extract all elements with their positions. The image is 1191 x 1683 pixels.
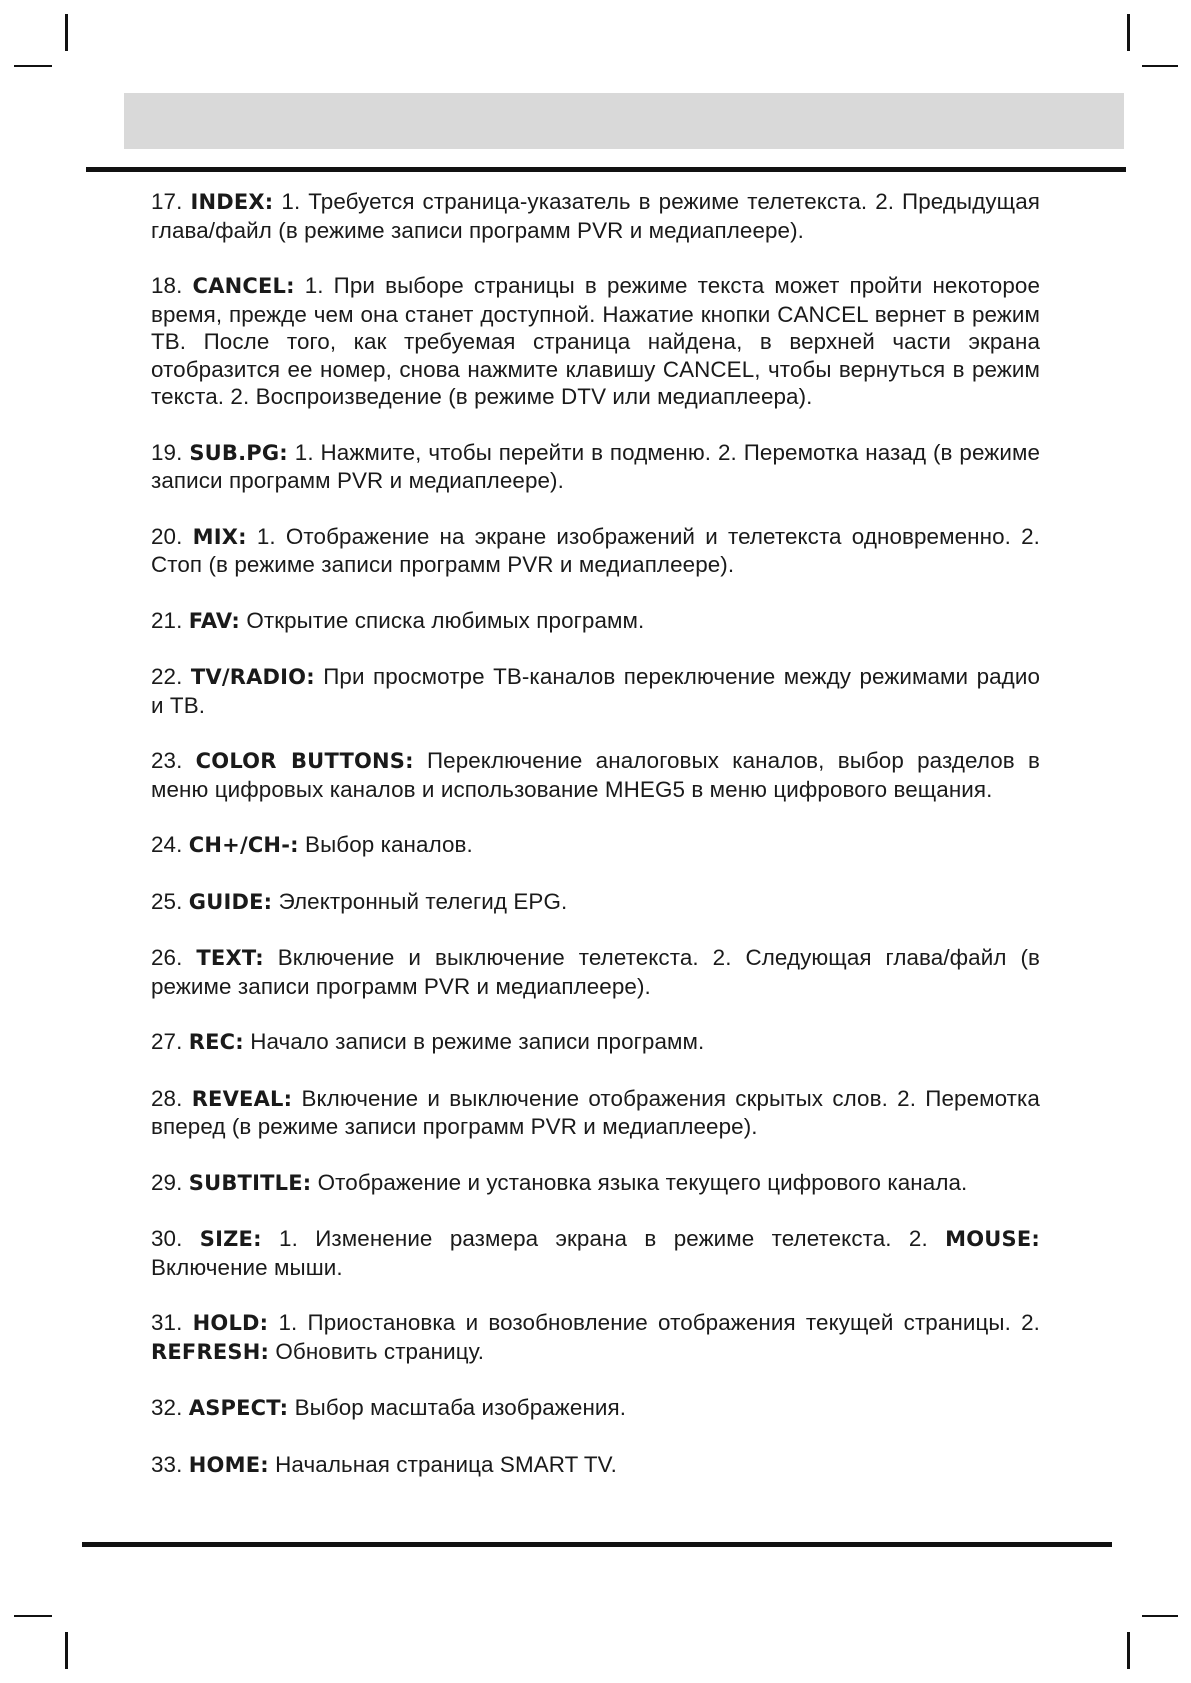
entry [151,1309,1040,1366]
entry [151,888,1040,917]
entry-text: Включение и выключение телетекста. 2. Следующая глава/файл (в режиме записи программ PVR и медиаплеере). [151,945,1040,999]
entry [151,831,1040,860]
entry-key: ASPECT: [188,1396,289,1420]
entry-number: 26. [151,945,183,970]
crop-mark-bottom-left-horizontal [14,1615,52,1617]
entry-number: 18. [151,273,183,298]
entry-text: При просмотре ТВ-каналов переключение между режимами радио и ТВ. [151,664,1040,718]
entry-text: 1. Изменение размера экрана в режиме телетекста. 2. [261,1226,946,1251]
entry-text: 1. Отображение на экране изображений и телетекста одновременно. 2. Стоп (в режиме записи программ PVR и медиаплеере). [151,523,1040,577]
entry-key: SUB.PG: [189,440,288,465]
entry [151,272,1040,411]
entry-text: Включение и выключение отображения скрытых слов. 2. Перемотка вперед (в режиме записи программ PVR и медиаплеере). [151,1085,1040,1139]
crop-mark-bottom-right-vertical [1127,1632,1130,1669]
crop-mark-bottom-right-horizontal [1142,1615,1178,1617]
entry-key: SIZE: [199,1227,262,1251]
entry-key: HOLD: [192,1311,269,1335]
entry [151,1085,1040,1141]
entry [151,1451,1040,1480]
entry-number: 31. [151,1310,183,1335]
entry-key: HOME: [188,1452,269,1477]
entry-key: CH+/CH-: [188,833,299,857]
top-rule [86,167,1126,172]
entry-key: COLOR BUTTONS: [195,749,414,773]
entry [151,747,1040,803]
entry-number: 30. [151,1226,183,1251]
entry-key: GUIDE: [188,889,273,914]
entry-key: REVEAL: [191,1086,293,1111]
entry-text: 1. Приостановка и возобновление отображения текущей страницы. 2. [268,1310,1040,1335]
entry-key: REFRESH: [151,1339,270,1364]
entry [151,439,1040,495]
entry-text: 1. При выборе страницы в режиме текста может пройти некоторое время, прежде чем она станет доступной. Нажатие кнопки CANCEL вернет в режим ТВ. После того, как требуемая страница найдена, в верхней части экрана отобразится ее номер, снова нажмите клавишу CANCEL, чтобы вернуться в режим текста. 2. Воспроизведение (в режиме DTV или медиаплеера). [151,273,1040,409]
entry-key: MOUSE: [945,1227,1041,1251]
entry-number: 33. [151,1451,183,1477]
entry-text: Включение мыши. [151,1254,343,1280]
entry-key: TV/RADIO: [190,665,315,689]
entry [151,1394,1040,1423]
entry-text: Начальная страница SMART TV. [268,1451,617,1477]
entry-text: Обновить страницу. [269,1338,485,1364]
entry [151,607,1040,636]
entry-number: 17. [151,189,183,214]
entry-text: 1. Нажмите, чтобы перейти в подменю. 2. Перемотка назад (в режиме записи программ PVR и медиаплеере). [151,439,1040,493]
entry-number: 24. [151,832,183,857]
entry-number: 23. [151,748,183,773]
entry-number: 19. [151,439,183,465]
entry-key: TEXT: [196,946,264,970]
entry-key: SUBTITLE: [188,1170,312,1195]
entry-text: Электронный телегид EPG. [272,888,568,914]
entry-number: 22. [151,664,183,689]
entry-list [151,188,1040,1507]
entry-text: 1. Требуется страница-указатель в режиме телетекста. 2. Предыдущая глава/файл (в режиме записи программ PVR и медиаплеере). [151,189,1040,243]
entry-text: Отображение и установка языка текущего цифрового канала. [311,1169,968,1195]
entry [151,1169,1040,1198]
entry-number: 25. [151,888,183,914]
crop-mark-top-left-vertical [65,14,68,51]
crop-mark-bottom-left-vertical [65,1632,68,1669]
entry-text: Выбор масштаба изображения. [288,1395,627,1420]
crop-mark-top-right-vertical [1127,14,1130,51]
entry-key: REC: [188,1030,244,1054]
entry-number: 28. [151,1085,183,1111]
entry-text: Выбор каналов. [298,832,473,857]
header-band [124,93,1124,149]
entry-number: 21. [151,607,183,633]
entry-key: INDEX: [190,190,274,214]
crop-mark-top-left-horizontal [14,65,52,67]
entry [151,944,1040,1000]
entry-text: Открытие списка любимых программ. [240,607,645,633]
entry-text: Начало записи в режиме записи программ. [243,1029,705,1054]
entry-key: FAV: [188,608,241,633]
entry [151,1028,1040,1057]
entry-number: 32. [151,1395,183,1420]
bottom-rule [82,1542,1112,1547]
entry-number: 20. [151,523,183,549]
entry [151,188,1040,244]
entry-text: Переключение аналоговых каналов, выбор разделов в меню цифровых каналов и использование MHEG5 в меню цифрового вещания. [151,748,1041,802]
entry-key: MIX: [192,524,247,549]
entry [151,663,1040,719]
entry [151,1225,1040,1281]
entry-key: CANCEL: [192,274,295,298]
entry-number: 27. [151,1029,183,1054]
crop-mark-top-right-horizontal [1142,65,1178,67]
entry [151,523,1040,579]
entry-number: 29. [151,1169,183,1195]
